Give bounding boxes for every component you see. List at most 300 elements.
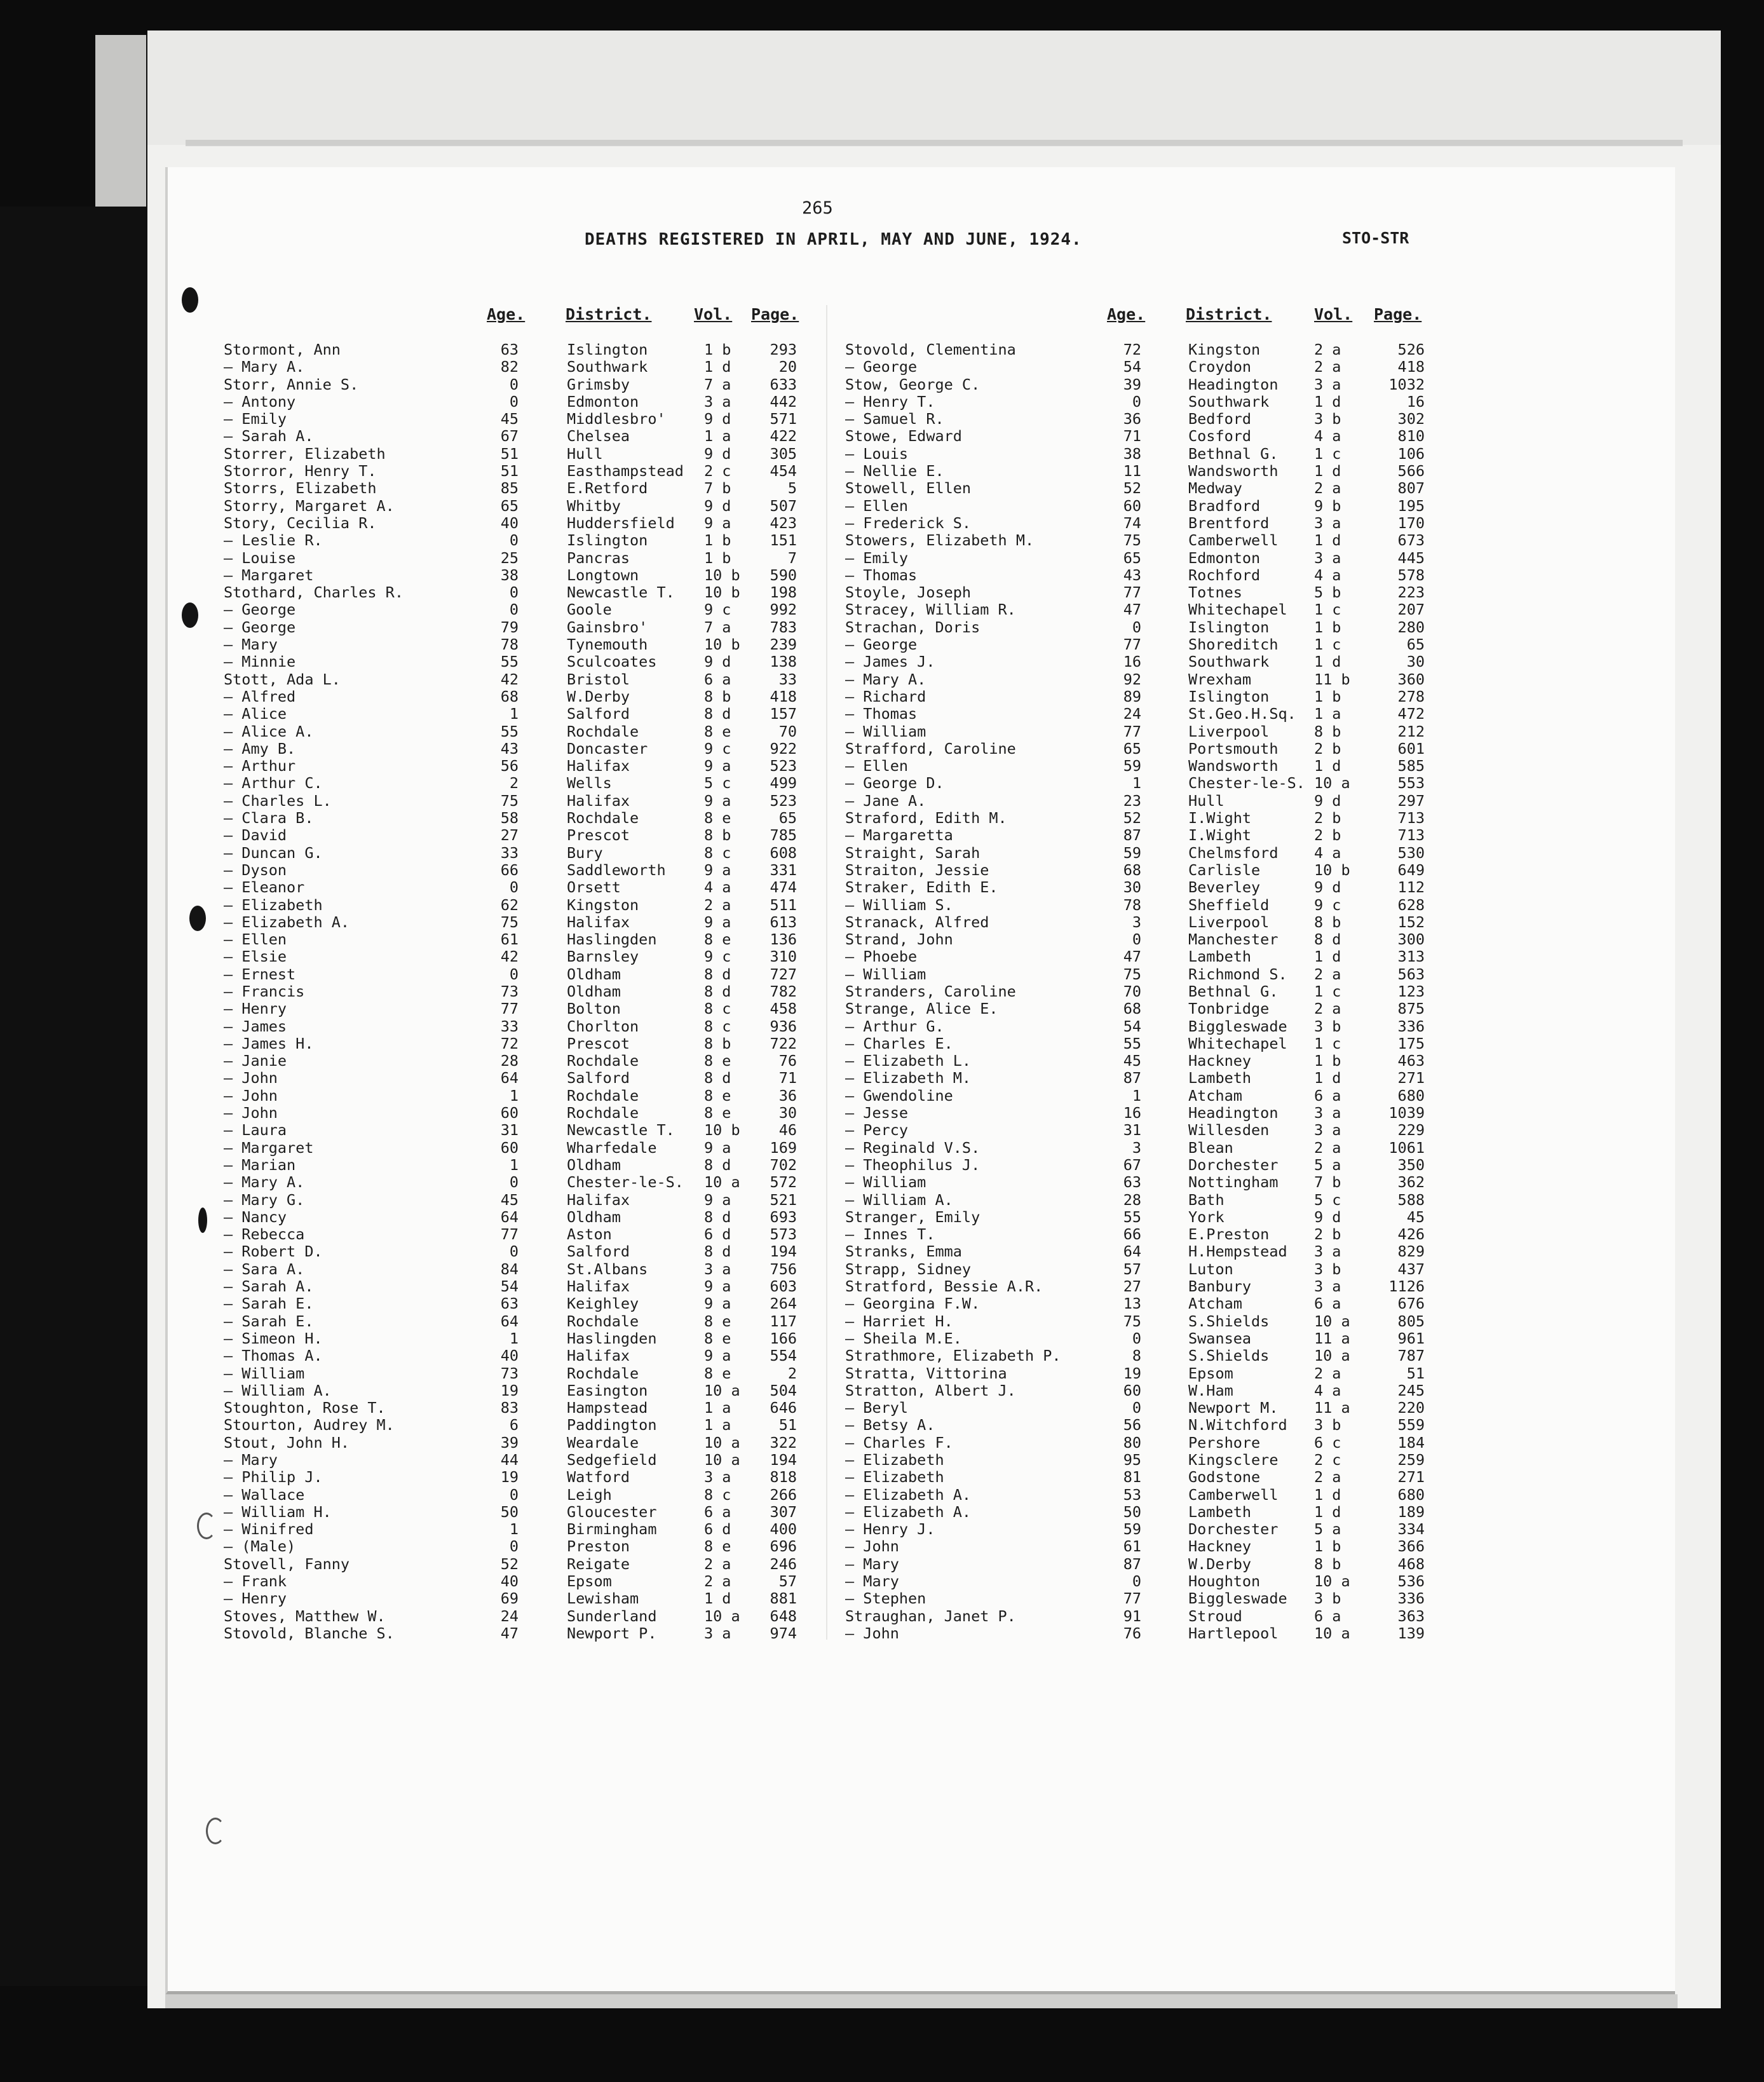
register-entry: [224, 1157, 796, 1174]
entry-vol: 1 d: [1314, 392, 1341, 411]
entry-page: 454: [770, 462, 797, 480]
entry-vol: 3 a: [1314, 1277, 1341, 1296]
entry-page: 5: [787, 479, 797, 498]
entry-vol: 2 a: [704, 1555, 731, 1573]
entry-page: 212: [1397, 722, 1425, 740]
entry-age: 25: [500, 548, 519, 567]
entry-district: Halifax: [567, 1347, 630, 1365]
entry-age: 63: [500, 1295, 519, 1313]
register-entry: [845, 723, 1430, 740]
register-entry: [845, 515, 1430, 532]
entry-vol: 8 c: [704, 1000, 731, 1018]
entry-district: Tynemouth: [567, 636, 648, 654]
entry-age: 36: [1123, 410, 1141, 428]
register-entry: [845, 532, 1430, 549]
entry-page: 648: [770, 1607, 797, 1625]
register-entry: [845, 810, 1430, 827]
entry-district: Sculcoates: [567, 653, 657, 671]
entry-age: 1: [509, 1329, 519, 1347]
entry-name: — Nellie E.: [845, 462, 944, 480]
entry-vol: 3 b: [1314, 410, 1341, 428]
entry-page: 331: [770, 861, 797, 879]
entry-vol: 9 c: [704, 948, 731, 966]
register-entry: [845, 966, 1430, 983]
entry-page: 139: [1397, 1624, 1425, 1642]
entry-name: — Margaretta: [845, 826, 953, 845]
entry-page: 680: [1397, 1086, 1425, 1105]
register-entry: [224, 1052, 796, 1070]
entry-vol: 10 b: [704, 1121, 740, 1140]
entry-age: 8: [1132, 1347, 1141, 1365]
entry-page: 57: [778, 1572, 797, 1591]
register-entry: [845, 914, 1430, 931]
entry-page: 336: [1397, 1017, 1425, 1035]
register-entry: [224, 793, 796, 810]
entry-district: Pancras: [567, 548, 630, 567]
entry-name: Straford, Edith M.: [845, 809, 1007, 827]
register-entry: [845, 393, 1430, 411]
register-entry: [224, 1278, 796, 1295]
entry-district: Dorchester: [1188, 1520, 1279, 1539]
entry-age: 11: [1123, 462, 1141, 480]
entry-page: 554: [770, 1347, 797, 1365]
entry-page: 363: [1397, 1607, 1425, 1625]
entry-page: 628: [1397, 895, 1425, 914]
register-entry: [224, 1469, 796, 1486]
register-entry: [224, 1556, 796, 1573]
entry-vol: 9 a: [704, 757, 731, 775]
entry-district: Chelmsford: [1188, 843, 1279, 862]
entry-district: Bolton: [567, 1000, 621, 1018]
entry-name: — Margaret: [224, 1138, 314, 1157]
entry-page: 437: [1397, 1260, 1425, 1278]
entry-vol: 7 b: [1314, 1173, 1341, 1192]
entry-name: — Winifred: [224, 1520, 314, 1539]
entry-age: 1: [509, 1520, 519, 1539]
entry-name: — Sheila M.E.: [845, 1329, 962, 1347]
entry-name: — Mary: [224, 636, 278, 654]
entry-page: 572: [770, 1173, 797, 1192]
punch-hole-4: [198, 1208, 207, 1233]
entry-vol: 6 a: [1314, 1086, 1341, 1105]
entry-name: Stowell, Ellen: [845, 479, 972, 498]
entry-name: — Henry: [224, 1589, 287, 1608]
entry-name: — John: [224, 1086, 278, 1105]
entry-age: 68: [500, 687, 519, 705]
entry-district: St.Geo.H.Sq.: [1188, 705, 1296, 723]
entry-page: 585: [1397, 757, 1425, 775]
entry-district: Kingston: [1188, 341, 1261, 358]
register-entry: [845, 1382, 1430, 1399]
entry-age: 55: [1123, 1208, 1141, 1226]
entry-page: 829: [1397, 1242, 1425, 1261]
entry-page: 526: [1397, 341, 1425, 358]
register-entry: [224, 879, 796, 896]
entry-vol: 3 a: [1314, 548, 1341, 567]
register-entry: [845, 862, 1430, 879]
entry-district: Wandsworth: [1188, 757, 1279, 775]
entry-age: 43: [500, 739, 519, 758]
entry-district: Grimsby: [567, 375, 630, 393]
register-entry: [224, 948, 796, 965]
entry-vol: 8 d: [704, 1069, 731, 1087]
entry-page: 418: [770, 687, 797, 705]
entry-name: Stracey, William R.: [845, 601, 1016, 619]
entry-district: Chelsea: [567, 427, 630, 446]
entry-page: 578: [1397, 566, 1425, 584]
entry-district: Banbury: [1188, 1277, 1252, 1296]
entry-age: 0: [509, 601, 519, 619]
entry-page: 974: [770, 1624, 797, 1642]
entry-district: Kingston: [567, 895, 639, 914]
entry-name: — Eleanor: [224, 878, 305, 897]
entry-age: 92: [1123, 670, 1141, 688]
entry-page: 445: [1397, 548, 1425, 567]
entry-name: Storrs, Elizabeth: [224, 479, 377, 498]
entry-name: — Arthur: [224, 757, 296, 775]
entry-age: 91: [1123, 1607, 1141, 1625]
entry-page: 259: [1397, 1451, 1425, 1469]
entry-name: — William H.: [224, 1502, 332, 1521]
entry-age: 19: [500, 1381, 519, 1399]
entry-district: Newcastle T.: [567, 1121, 675, 1140]
entry-vol: 1 c: [1314, 444, 1341, 463]
entry-name: Stovold, Blanche S.: [224, 1624, 395, 1642]
entry-age: 40: [500, 514, 519, 532]
entry-page: 223: [1397, 583, 1425, 602]
entry-vol: 2 b: [1314, 826, 1341, 845]
entry-name: Stoves, Matthew W.: [224, 1607, 386, 1625]
entry-district: Lambeth: [1188, 948, 1252, 966]
entry-vol: 1 d: [1314, 653, 1341, 671]
entry-vol: 6 a: [1314, 1607, 1341, 1625]
register-entry: [224, 428, 796, 445]
entry-vol: 8 e: [704, 1329, 731, 1347]
entry-district: Rochford: [1188, 566, 1261, 584]
entry-vol: 1 d: [1314, 757, 1341, 775]
entry-age: 31: [1123, 1121, 1141, 1140]
register-entry: [845, 775, 1430, 792]
entry-district: Islington: [1188, 618, 1270, 636]
entry-vol: 10 a: [704, 1173, 740, 1192]
entry-age: 77: [1123, 636, 1141, 654]
entry-name: — Elizabeth A.: [845, 1485, 972, 1504]
entry-vol: 2 a: [1314, 1138, 1341, 1157]
entry-vol: 8 b: [704, 1034, 731, 1052]
entry-name: — Dyson: [224, 861, 287, 879]
entry-name: Stratford, Bessie A.R.: [845, 1277, 1043, 1296]
register-entry: [845, 1608, 1430, 1625]
register-entry: [845, 1330, 1430, 1347]
entry-district: Edmonton: [567, 392, 639, 411]
entry-name: — Charles L.: [224, 791, 332, 810]
entry-age: 47: [500, 1624, 519, 1642]
entry-age: 57: [1123, 1260, 1141, 1278]
punch-hole-1: [182, 287, 198, 313]
entry-district: Sedgefield: [567, 1451, 657, 1469]
register-entry: [845, 1226, 1430, 1243]
entry-name: — James J.: [845, 653, 935, 671]
entry-name: Stothard, Charles R.: [224, 583, 404, 602]
entry-vol: 11 a: [1314, 1329, 1350, 1347]
entry-district: Kingsclere: [1188, 1451, 1279, 1469]
entry-vol: 9 d: [704, 444, 731, 463]
entry-age: 16: [1123, 653, 1141, 671]
register-entry: [224, 1625, 796, 1642]
entry-age: 60: [500, 1104, 519, 1122]
entry-name: — Mary: [224, 1451, 278, 1469]
register-entry: [845, 931, 1430, 948]
entry-vol: 10 b: [704, 566, 740, 584]
entry-name: — Richard: [845, 687, 926, 705]
register-entry: [224, 636, 796, 653]
entry-age: 0: [1132, 1572, 1141, 1591]
entry-district: Godstone: [1188, 1468, 1261, 1487]
entry-district: Salford: [567, 705, 630, 723]
entry-name: — Frederick S.: [845, 514, 972, 532]
entry-age: 1: [509, 1086, 519, 1105]
entry-page: 305: [770, 444, 797, 463]
register-entry: [845, 584, 1430, 601]
entry-page: 785: [770, 826, 797, 845]
entry-vol: 8 b: [1314, 722, 1341, 740]
entry-vol: 3 b: [1314, 1017, 1341, 1035]
register-entry: [224, 1434, 796, 1452]
entry-name: — Sarah A.: [224, 1277, 314, 1296]
entry-district: Atcham: [1188, 1295, 1242, 1313]
entry-page: 422: [770, 427, 797, 446]
register-entry: [224, 1000, 796, 1017]
register-entry: [845, 1295, 1430, 1312]
entry-district: Salford: [567, 1069, 630, 1087]
entry-district: St.Albans: [567, 1260, 648, 1278]
entry-vol: 10 a: [1314, 774, 1350, 793]
entry-age: 72: [500, 1034, 519, 1052]
entry-district: Biggleswade: [1188, 1017, 1287, 1035]
register-entry: [845, 1035, 1430, 1052]
entry-name: — Ellen: [845, 757, 909, 775]
column-divider: [826, 305, 827, 1640]
register-entry: [224, 897, 796, 914]
entry-age: 85: [500, 479, 519, 498]
page-number: 265: [802, 198, 833, 218]
entry-vol: 2 a: [1314, 358, 1341, 376]
register-entry: [845, 463, 1430, 480]
entry-district: Chester-le-S.: [567, 1173, 684, 1192]
register-entry: [224, 705, 796, 723]
register-entry: [845, 1018, 1430, 1035]
entry-age: 81: [1123, 1468, 1141, 1487]
entry-vol: 4 a: [1314, 427, 1341, 446]
entry-name: — John: [224, 1069, 278, 1087]
entry-age: 68: [1123, 861, 1141, 879]
entry-name: — George: [845, 358, 918, 376]
entry-district: Halifax: [567, 1190, 630, 1209]
entry-page: 166: [770, 1329, 797, 1347]
entry-age: 53: [1123, 1485, 1141, 1504]
entry-name: — Simeon H.: [224, 1329, 323, 1347]
bottom-margin-strip: [165, 1994, 1678, 2008]
entry-vol: 9 d: [1314, 878, 1341, 897]
entry-district: Oldham: [567, 982, 621, 1000]
register-entry: [224, 1487, 796, 1504]
entry-vol: 9 a: [704, 791, 731, 810]
entry-name: Stranger, Emily: [845, 1208, 980, 1226]
entry-age: 47: [1123, 948, 1141, 966]
entry-name: — Emily: [845, 548, 909, 567]
entry-page: 239: [770, 636, 797, 654]
entry-page: 112: [1397, 878, 1425, 897]
entry-district: Birmingham: [567, 1520, 657, 1539]
entry-name: — Ellen: [845, 496, 909, 515]
entry-name: — William: [845, 722, 926, 740]
entry-page: 571: [770, 410, 797, 428]
entry-vol: 6 a: [704, 670, 731, 688]
entry-vol: 8 c: [704, 843, 731, 862]
entry-name: Stoyle, Joseph: [845, 583, 972, 602]
entry-name: — Frank: [224, 1572, 287, 1591]
entry-page: 400: [770, 1520, 797, 1539]
register-entry: [224, 1018, 796, 1035]
entry-district: Swansea: [1188, 1329, 1252, 1347]
register-entry: [224, 1140, 796, 1157]
register-entry: [845, 636, 1430, 653]
entry-page: 693: [770, 1208, 797, 1226]
left-entries-list: [224, 341, 796, 1642]
entry-page: 680: [1397, 1485, 1425, 1504]
register-entry: [845, 446, 1430, 463]
entry-name: — George: [224, 601, 296, 619]
entry-age: 3: [1132, 913, 1141, 931]
register-entry: [845, 983, 1430, 1000]
register-entry: [845, 1452, 1430, 1469]
entry-page: 297: [1397, 791, 1425, 810]
entry-page: 553: [1397, 774, 1425, 793]
entry-page: 362: [1397, 1173, 1425, 1192]
entry-name: Storrer, Elizabeth: [224, 444, 386, 463]
entry-age: 87: [1123, 1555, 1141, 1573]
entry-page: 307: [770, 1502, 797, 1521]
entry-district: Stroud: [1188, 1607, 1242, 1625]
register-entry: [224, 1504, 796, 1521]
entry-district: Newport P.: [567, 1624, 657, 1642]
entry-name: — Beryl: [845, 1399, 909, 1417]
entry-age: 72: [1123, 341, 1141, 358]
entry-district: Pershore: [1188, 1433, 1261, 1452]
entry-age: 19: [1123, 1364, 1141, 1382]
entry-name: — Thomas: [845, 566, 918, 584]
entry-page: 881: [770, 1589, 797, 1608]
register-entry: [224, 584, 796, 601]
entry-name: — George: [224, 618, 296, 636]
scanner-border-left: [0, 207, 147, 1986]
entry-age: 52: [1123, 479, 1141, 498]
entry-name: — William: [224, 1364, 305, 1382]
register-entry: [224, 1313, 796, 1330]
entry-district: York: [1188, 1208, 1225, 1226]
register-entry: [845, 411, 1430, 428]
entry-name: — Arthur C.: [224, 774, 323, 793]
entry-age: 75: [500, 913, 519, 931]
register-entry: [845, 1504, 1430, 1521]
register-entry: [845, 1140, 1430, 1157]
entry-name: — Georgina F.W.: [845, 1295, 980, 1313]
entry-name: — Elizabeth A.: [224, 913, 350, 931]
entry-district: Headington: [1188, 1104, 1279, 1122]
entry-age: 82: [500, 358, 519, 376]
entry-vol: 8 d: [704, 705, 731, 723]
entry-age: 64: [1123, 1242, 1141, 1261]
register-entry: [845, 1157, 1430, 1174]
entry-vol: 1 d: [704, 1589, 731, 1608]
entry-name: Stratta, Vittorina: [845, 1364, 1007, 1382]
entry-name: Straker, Edith E.: [845, 878, 998, 897]
register-entry: [845, 1590, 1430, 1607]
register-entry: [224, 619, 796, 636]
entry-district: Sunderland: [567, 1607, 657, 1625]
entry-district: Prescot: [567, 826, 630, 845]
register-entry: [224, 463, 796, 480]
register-entry: [224, 1382, 796, 1399]
entry-age: 61: [1123, 1537, 1141, 1556]
entry-page: 310: [770, 948, 797, 966]
entry-district: Hackney: [1188, 1052, 1252, 1070]
entry-vol: 2 b: [1314, 1225, 1341, 1244]
entry-page: 334: [1397, 1520, 1425, 1539]
entry-district: Whitby: [567, 496, 621, 515]
entry-page: 152: [1397, 913, 1425, 931]
entry-page: 507: [770, 496, 797, 515]
entry-vol: 9 a: [704, 1277, 731, 1296]
entry-district: Lambeth: [1188, 1502, 1252, 1521]
entry-vol: 8 b: [704, 687, 731, 705]
register-entry: [845, 1192, 1430, 1209]
entry-age: 33: [500, 843, 519, 862]
entry-age: 74: [1123, 514, 1141, 532]
entry-vol: 5 b: [1314, 583, 1341, 602]
entry-age: 54: [1123, 358, 1141, 376]
entry-vol: 8 c: [704, 1485, 731, 1504]
entry-name: — William: [845, 1173, 926, 1192]
entry-district: Newcastle T.: [567, 583, 675, 602]
entry-name: Strachan, Doris: [845, 618, 980, 636]
binder-ring-mark-1: [197, 1513, 216, 1539]
entry-page: 220: [1397, 1399, 1425, 1417]
entry-page: 426: [1397, 1225, 1425, 1244]
entry-name: Stovold, Clementina: [845, 341, 1016, 358]
entry-page: 563: [1397, 965, 1425, 983]
entry-name: — John: [845, 1537, 899, 1556]
entry-name: — Nancy: [224, 1208, 287, 1226]
entry-page: 336: [1397, 1589, 1425, 1608]
entry-vol: 1 d: [704, 358, 731, 376]
entry-name: Storry, Margaret A.: [224, 496, 395, 515]
entry-district: Halifax: [567, 791, 630, 810]
entry-district: Watford: [567, 1468, 630, 1487]
entry-page: 293: [770, 341, 797, 358]
entry-page: 633: [770, 375, 797, 393]
register-entry: [224, 1399, 796, 1417]
entry-page: 195: [1397, 496, 1425, 515]
entry-name: — Ellen: [224, 930, 287, 949]
entry-age: 71: [1123, 427, 1141, 446]
entry-name: Stowers, Elizabeth M.: [845, 531, 1035, 550]
scanner-tab: [95, 35, 146, 207]
entry-page: 566: [1397, 462, 1425, 480]
entry-age: 76: [1123, 1624, 1141, 1642]
entry-vol: 8 c: [704, 1017, 731, 1035]
register-entry: [224, 601, 796, 618]
